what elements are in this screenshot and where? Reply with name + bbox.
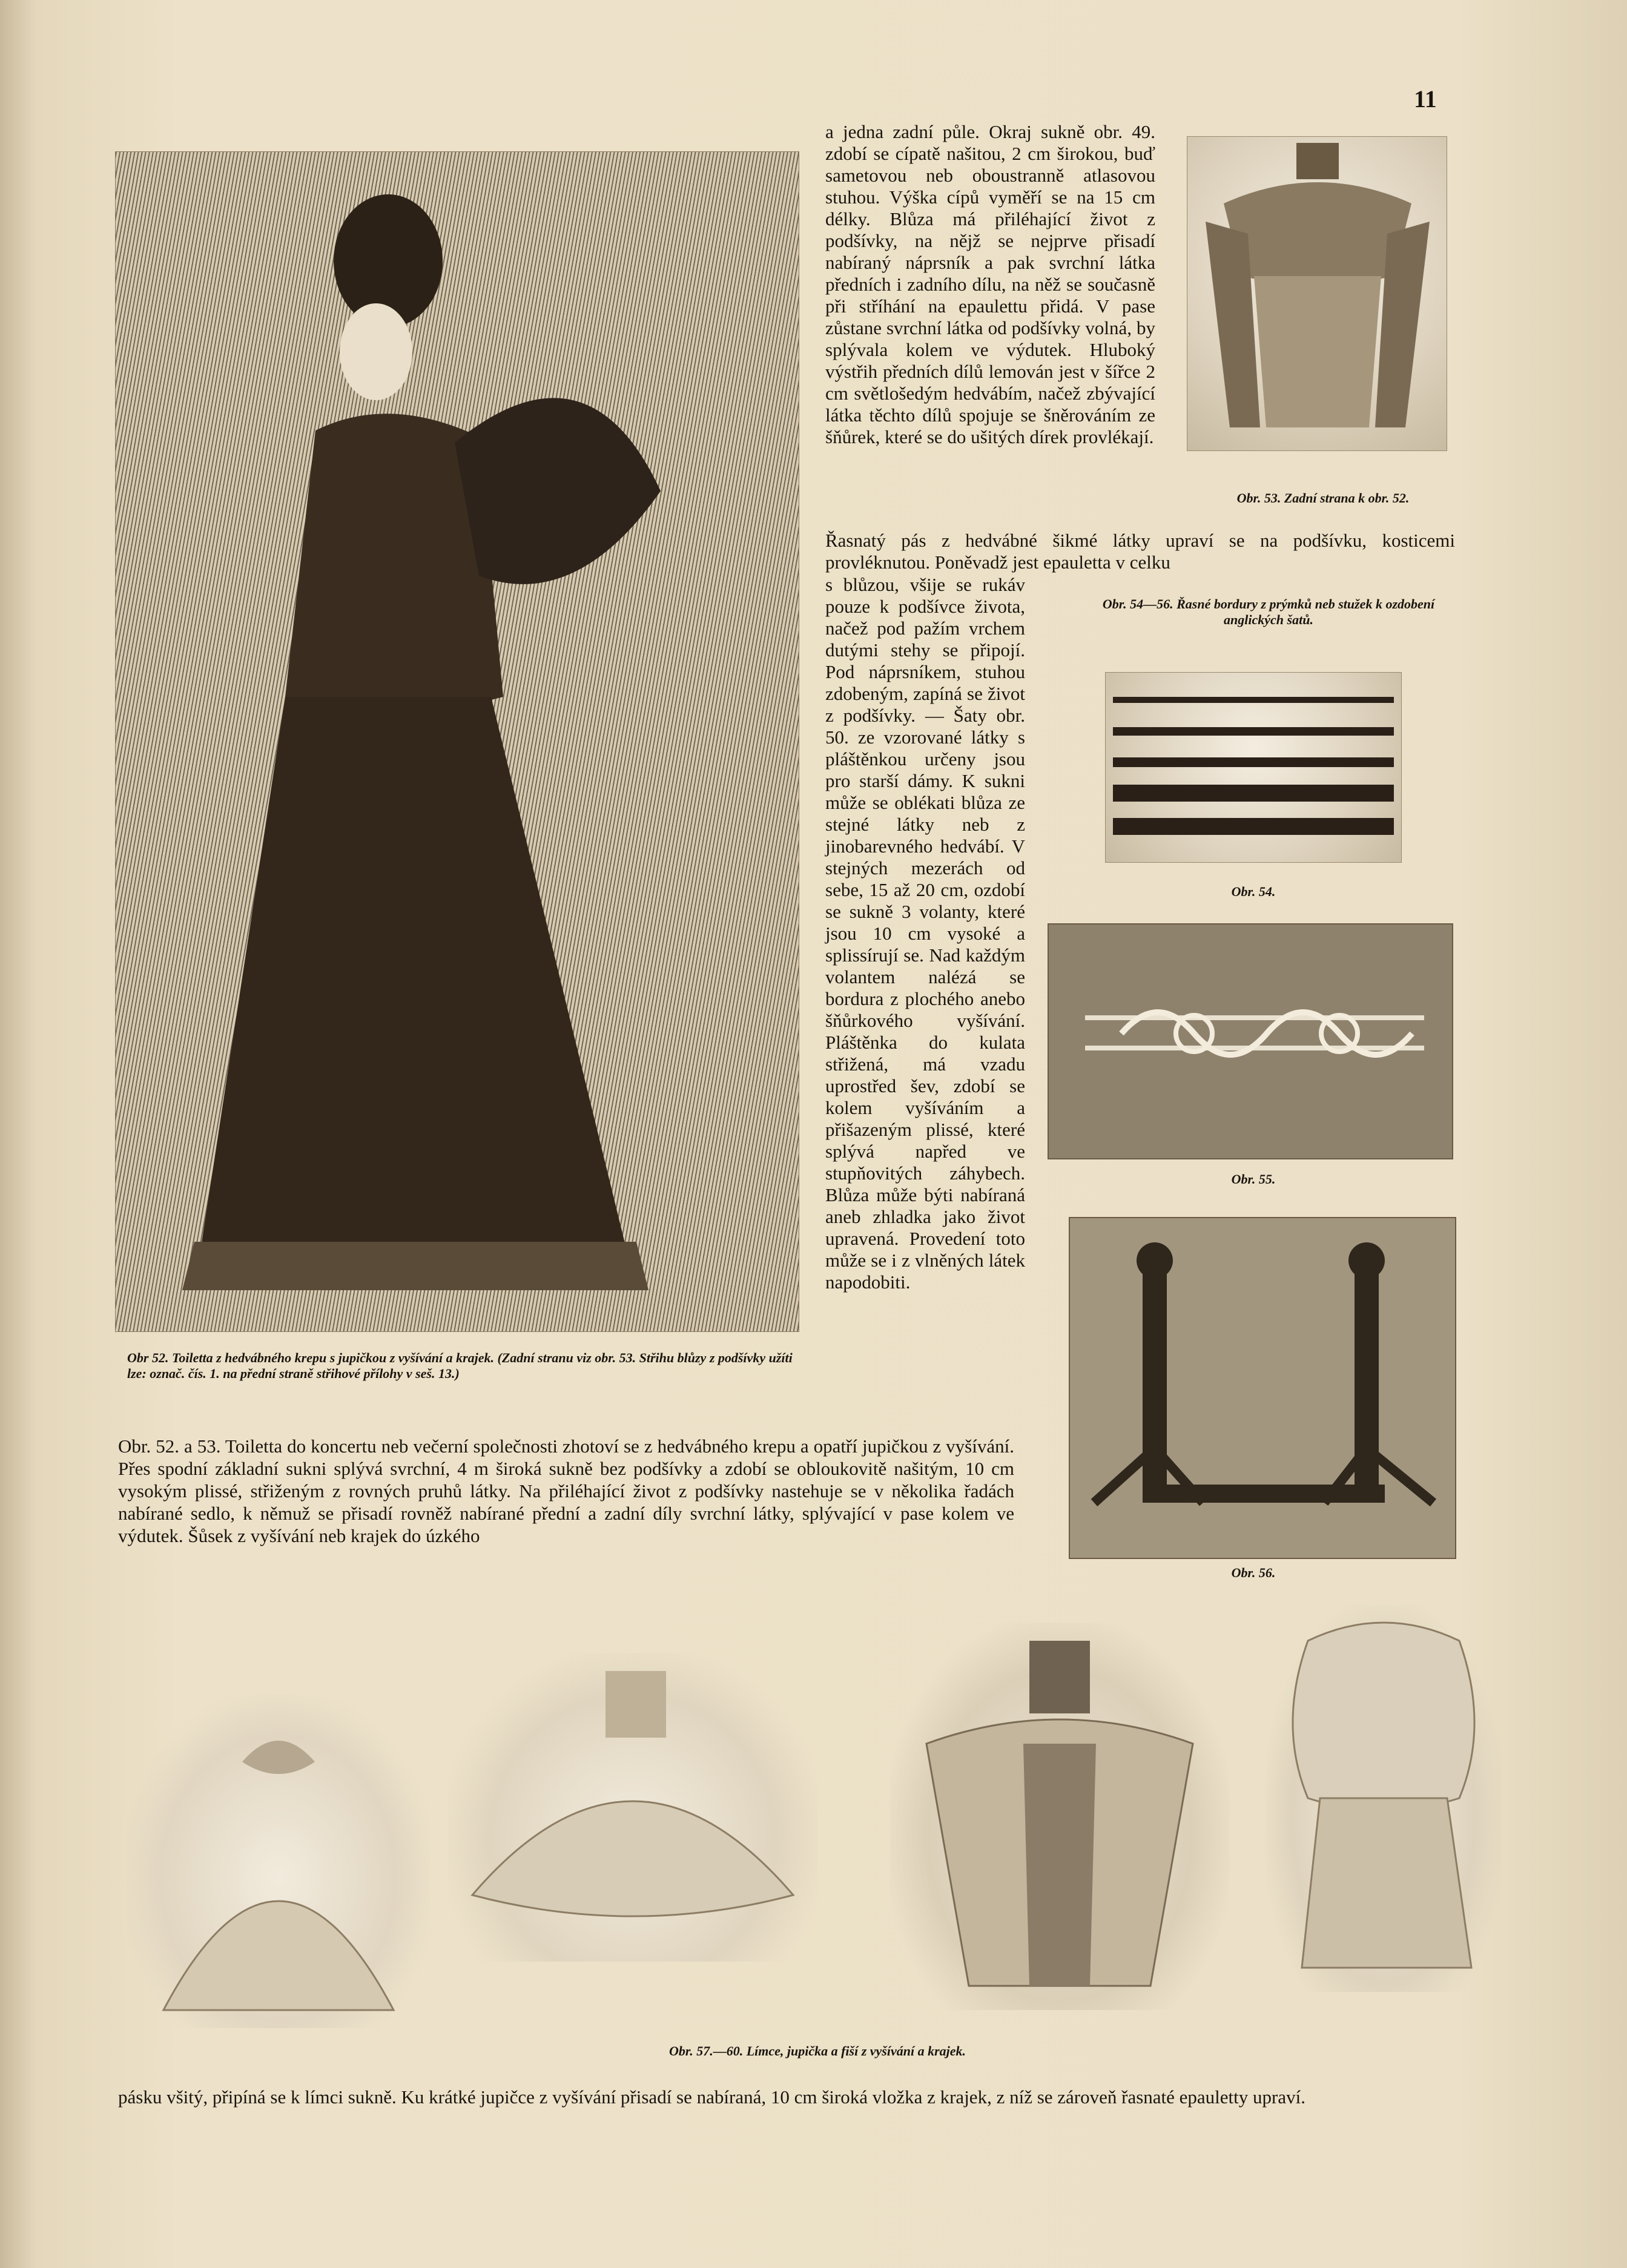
stripe-thick [1113, 818, 1394, 835]
text-column-top: a jedna zadní půle. Okraj sukně obr. 49. zdobí se cípatě našitou, 2 cm širokou, buď sametovou neb oboustranně atlasovou stuhou. Výška cípů vyměří se na 15 cm délky. Blůza má přiléhající život z podšívky, na nějž se nejprve přisadí nabíraný náprsník a pak svrchní látka předních i zadního dílu, na něž se současně při stříhání na epaulettu přidá. V pase zůstane svrchní látka od podšívky volná, by splývala kolem ve výdutek. Hluboký výstřih předních dílů lemován jest v šířce 2 cm světlošedým hedvábím, načež zbývající látka těchto dílů spojuje se šněrováním ze šňůrek, které se do ušitých dírek provlékají. [825, 121, 1155, 447]
ruffled-fichu-icon [1266, 1604, 1502, 1992]
fig54-striped-ribbon-border [1105, 672, 1402, 863]
collar-bow-icon [127, 1695, 430, 2028]
fig59-lace-jupicka [890, 1623, 1229, 2010]
stripe-thin [1113, 697, 1394, 703]
fig52-caption: Obr 52. Toiletta z hedvábného krepu s jupičkou z vyšívání a krajek. (Zadní stranu viz obr. 53. Střihu blůzy z podšívky užíti lze: označ. čís. 1. na přední straně střihové přílohy v seš. 13.) [127, 1350, 793, 1381]
text-column-narrow: s blůzou, všije se rukáv pouze k podšívce života, načež pod pažím vrchem dutými stehy se připojí. Pod náprsníkem, stuhou zdobeným, zapíná se život z podšívky. — Šaty obr. 50. ze vzorované látky s pláštěnkou určeny jsou pro starší dámy. K sukni může se oblékati blůza ze stejné látky neb z jinobarevného hedvábí. V stejných mezerách od sebe, 15 až 20 cm, ozdobí se sukně 3 volanty, které jsou 10 cm vysoké a splissírují se. Nad každým volantem nalézá se bordura z plochého anebo šňůrkového vyšívání. Pláštěnka do kulata střižená, má vzadu uprostřed šev, zdobí se kolem vyšíváním a přišazeným plissé, které splývá napřed ve stupňovitých záhybech. Blůza může býti nabíraná aneb zhladka jako život upravená. Provedení toto může se i z vlněných látek napodobiti. [825, 574, 1025, 1293]
fig54-56-caption: Obr. 54—56. Řasné bordury z prýmků neb stužek k ozdobení anglických šatů. [1102, 596, 1435, 627]
stripe-thin [1113, 727, 1394, 736]
fig60-ruffled-fichu [1266, 1604, 1502, 1992]
woman-silhouette-icon [116, 152, 800, 1333]
fig57-collar-with-bow [127, 1695, 430, 2028]
text-lower-paragraph: Obr. 52. a 53. Toiletta do koncertu neb večerní společnosti zhotoví se z hedvábného krepu a opatří jupičkou z vyšívání. Přes spodní základní sukni splývá svrchní, 4 m široká sukně bez podšívky a zdobí se obloukovitě našitým, 10 cm vysokým plissé, střiženým z rovných pruhů látky. Na přiléhající život z podšívky nastehuje se v několika řadách nabírané sedlo, k němuž se přisadí rovněž nabírané přední a zadní díly svrchní látky, splývající v pase kolem ve výdutek. Šůsek z vyšívání neb krajek do úzkého [118, 1436, 1014, 1546]
fig53-caption: Obr. 53. Zadní strana k obr. 52. [1236, 490, 1410, 506]
fig57-60-caption: Obr. 57.—60. Límce, jupička a fiší z vyšívání a krajek. [668, 2043, 966, 2059]
page-number: 11 [1414, 85, 1437, 113]
text-bottom-paragraph: pásku všitý, připíná se k límci sukně. Ku krátké jupičce z vyšívání přisadí se nabíraná, 10 cm široká vložka z krajek, z níž se zároveň řasnaté epauletty upraví. [118, 2086, 1305, 2108]
stripe-thin [1113, 757, 1394, 767]
blouse-icon [1187, 137, 1448, 452]
scroll-ornament-icon [1049, 925, 1454, 1161]
lace-jupicka-icon [890, 1623, 1229, 2010]
fig52-woman-in-gown-illustration [115, 151, 799, 1332]
braid-trim-icon [1070, 1218, 1457, 1560]
fig53-blouse-back-illustration [1187, 136, 1447, 451]
fig56-label: Obr. 56. [1231, 1565, 1276, 1580]
fig56-braid-trim-sample [1069, 1217, 1456, 1559]
ruffled-collar-icon [448, 1653, 817, 1962]
fig54-label: Obr. 54. [1231, 884, 1276, 899]
stripe-thick [1113, 785, 1394, 802]
fig58-ruffled-collar [448, 1653, 817, 1962]
fig55-label: Obr. 55. [1231, 1172, 1276, 1187]
text-wide-lines: Řasnatý pás z hedvábné šikmé látky upraví se na podšívku, kosticemi provléknutou. Poněvadž jest epauletta v celku [825, 530, 1455, 573]
fig55-embroidered-scroll-border [1048, 923, 1453, 1159]
